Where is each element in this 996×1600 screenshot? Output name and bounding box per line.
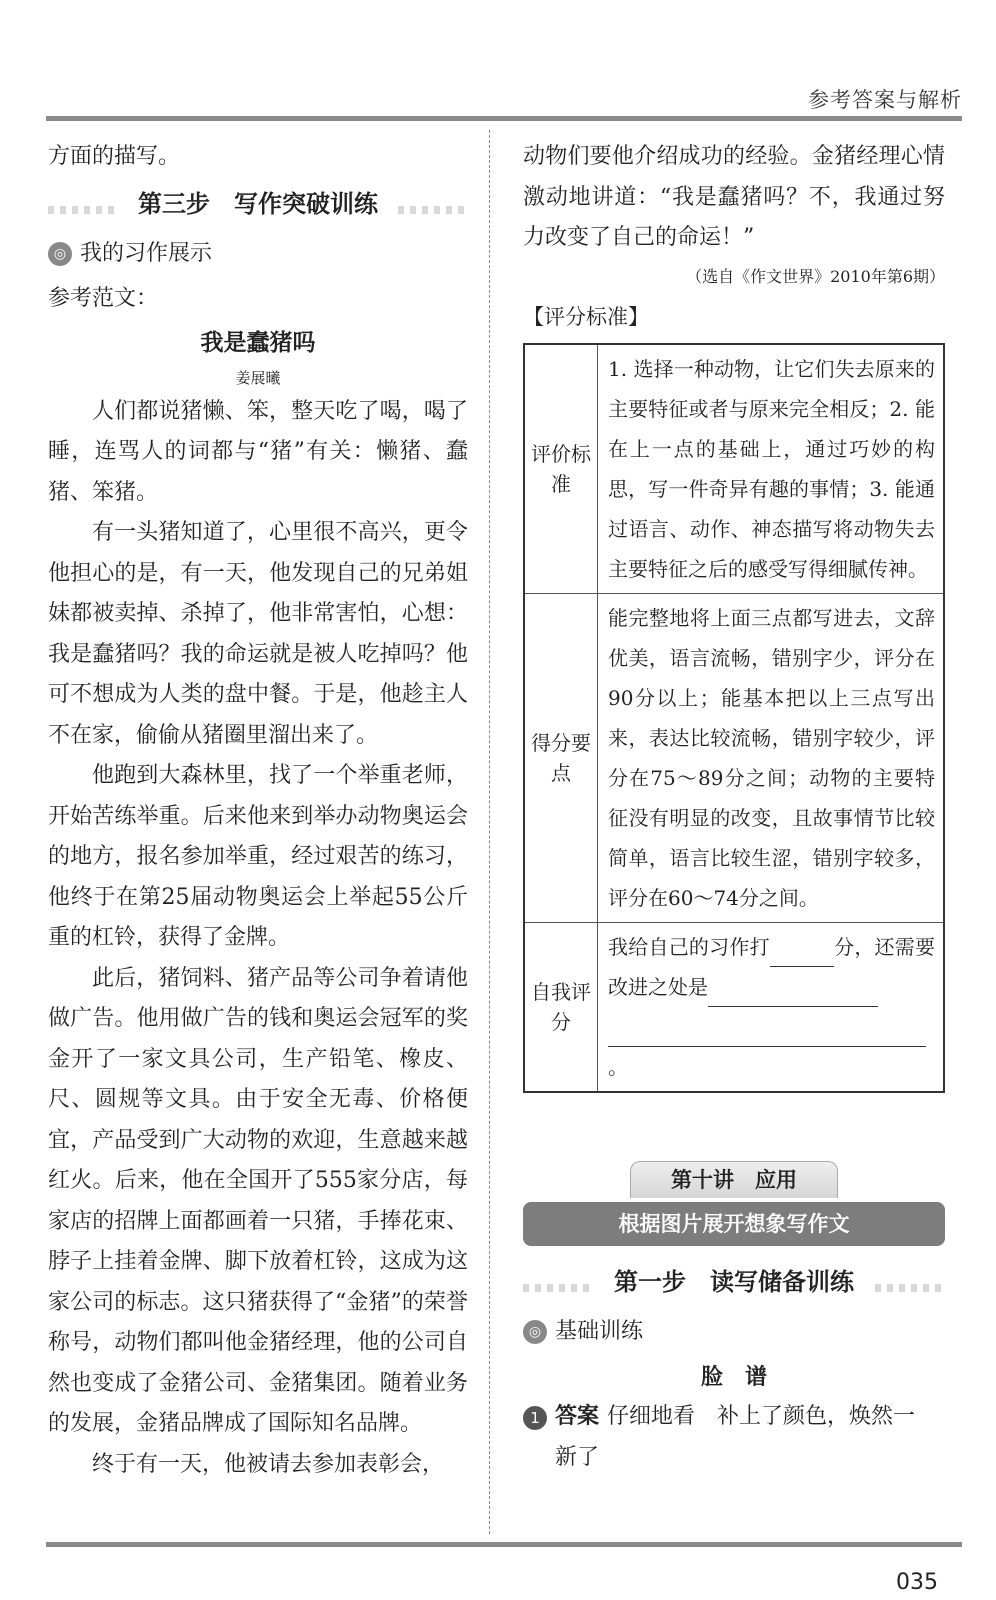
essay-author: 姜展曦 xyxy=(235,368,281,387)
circle-badge-icon: ◎ xyxy=(48,242,72,266)
heading-decoration xyxy=(523,1284,593,1292)
answer-row xyxy=(523,1397,945,1438)
heading-decoration xyxy=(398,206,468,214)
criteria-label: 【评分标准】 xyxy=(523,304,649,329)
section-heading xyxy=(523,1312,945,1353)
criteria-row-label: 自我评分 xyxy=(524,923,598,1093)
section-heading xyxy=(48,234,468,275)
criteria-row-label: 得分要点 xyxy=(524,594,598,923)
header-title: 参考答案与解析 xyxy=(808,88,962,112)
self-score-text-b: 分，还需要改进之处是 xyxy=(608,935,936,999)
criteria-row-text: 1. 选择一种动物，让它们失去原来的主要特征或者与原来完全相反；2. 能在上一点的基础上，通过巧妙的构思，写一件奇异有趣的事情；3. 能通过语言、动作、神态描写将动物失去主要特征之后的感受写得细腻传神。 xyxy=(598,344,945,594)
step-heading-text: 第三步 写作突破训练 xyxy=(138,188,378,218)
header-rule xyxy=(46,116,962,121)
improvement-blank-2[interactable] xyxy=(608,1024,926,1047)
criteria-row-label: 评价标准 xyxy=(524,344,598,594)
left-column xyxy=(48,137,468,1485)
lecture-banner xyxy=(523,1161,945,1246)
essay-title: 我是蠢猪吗 xyxy=(200,329,316,356)
step-heading-1 xyxy=(523,1262,945,1303)
intro-line: 方面的描写。 xyxy=(48,144,181,169)
essay-paragraph: 此后，猪饲料、猪产品等公司争着请他做广告。他用做广告的钱和奥运会冠军的奖金开了一家文具公司，生产铅笔、橡皮、尺、圆规等文具。由于安全无毒、价格便宜，产品受到广大动物的欢迎，生意越来越红火。后来，他在全国开了555家分店，每家店的招牌上面都画着一只猪，手捧花束、脖子上挂着金牌、脚下放着杠铃，这成为这家公司的标志。这只猪获得了“金猪”的荣誉称号，动物们都叫他金猪经理，他的公司自然也变成了金猪公司、金猪集团。随着业务的发展，金猪品牌成了国际知名品牌。 xyxy=(48,965,468,1436)
sample-label: 参考范文： xyxy=(48,285,159,311)
answer-text: 仔细地看 补上了颜色，焕然一 xyxy=(607,1404,916,1429)
section-heading-text: 基础训练 xyxy=(555,1319,644,1344)
essay-continuation: 动物们要他介绍成功的经验。金猪经理心情激动地讲道：“我是蠢猪吗？不，我通过努力改变了自己的命运！” xyxy=(523,144,945,250)
answer-label: 答案 xyxy=(555,1404,600,1429)
improvement-blank[interactable] xyxy=(708,984,878,1007)
essay-paragraph: 终于有一天，他被请去参加表彰会， xyxy=(92,1451,445,1477)
poem-title: 脸 谱 xyxy=(700,1363,767,1390)
essay-paragraph: 有一头猪知道了，心里很不高兴，更令他担心的是，有一天，他发现自己的兄弟姐妹都被卖掉、杀掉了，他非常害怕，心想：我是蠢猪吗？我的命运就是被人吃掉吗？他可不想成为人类的盘中餐。于是，他趁主人不在家，偷偷从猪圈里溜出来了。 xyxy=(48,520,468,748)
score-blank[interactable] xyxy=(770,944,834,967)
essay-paragraph: 他跑到大森林里，找了一个举重老师，开始苦练举重。后来他来到举办动物奥运会的地方，报名参加举重，经过艰苦的练习，他终于在第25届动物奥运会上举起55公斤重的杠铃，获得了金牌。 xyxy=(48,763,468,950)
table-row xyxy=(524,923,944,1093)
footer-rule xyxy=(46,1542,962,1547)
page-number: 035 xyxy=(896,1570,938,1595)
essay-source: （选自《作文世界》2010年第6期） xyxy=(686,266,945,286)
heading-decoration xyxy=(48,206,118,214)
lecture-tab: 第十讲 应用 xyxy=(630,1161,838,1198)
table-row xyxy=(524,344,944,594)
self-score-text-end: 。 xyxy=(608,1055,628,1079)
column-divider xyxy=(489,130,490,1534)
table-row xyxy=(524,594,944,923)
step-heading-3 xyxy=(48,184,468,225)
step-heading-text: 第一步 读写储备训练 xyxy=(614,1266,854,1296)
self-score-text-a: 我给自己的习作打 xyxy=(608,935,770,959)
criteria-row-text: 能完整地将上面三点都写进去，文辞优美，语言流畅，错别字少，评分在90分以上；能基本把以上三点写出来，表达比较流畅，错别字较少，评分在75～89分之间；动物的主要特征没有明显的改变，且故事情节比较简单，语言比较生涩，错别字较多，评分在60～74分之间。 xyxy=(598,594,945,923)
essay-paragraph: 人们都说猪懒、笨，整天吃了喝，喝了睡，连骂人的词都与“猪”有关：懒猪、蠢猪、笨猪。 xyxy=(48,398,468,505)
heading-decoration xyxy=(875,1284,945,1292)
question-number: 1 xyxy=(523,1406,547,1430)
circle-badge-icon: ◎ xyxy=(523,1320,547,1344)
criteria-table xyxy=(523,343,945,1093)
answer-text-continued: 新了 xyxy=(555,1444,600,1470)
section-heading-text: 我的习作展示 xyxy=(80,241,213,266)
right-column xyxy=(523,137,945,1478)
self-score-cell xyxy=(598,923,945,1093)
lecture-title: 根据图片展开想象写作文 xyxy=(523,1202,945,1246)
